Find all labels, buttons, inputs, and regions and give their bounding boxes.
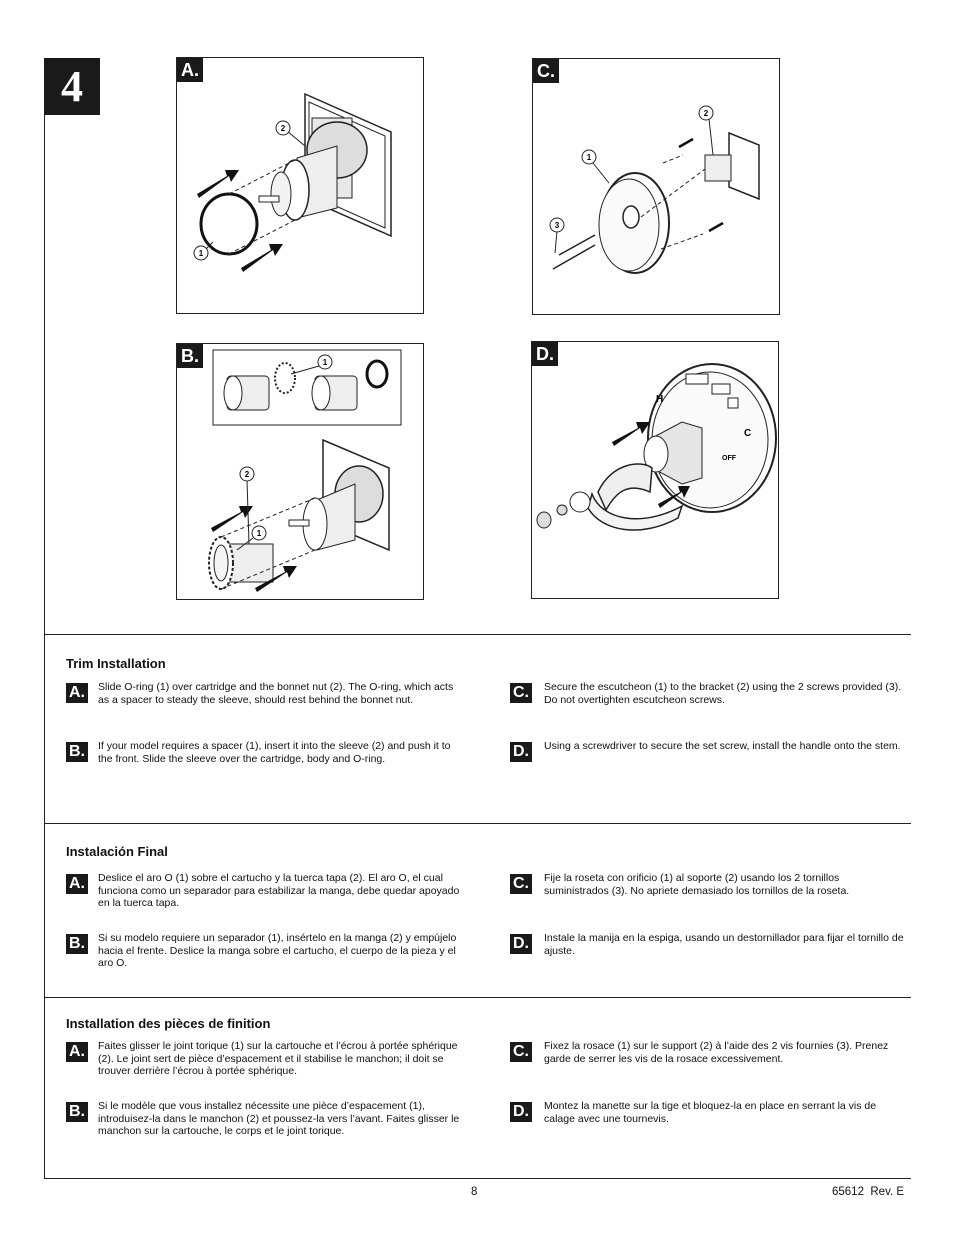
panel-a-callout-2 [276,121,305,146]
svg-text:1: 1 [322,358,328,367]
panel-c-callout-3 [550,218,564,253]
step-badge-es-d: D. [510,934,532,954]
section-divider-2 [44,823,911,824]
dial-hot-label: H [656,394,664,405]
section-divider-3 [44,997,911,998]
instruction-en-d: Using a screwdriver to secure the set screw, install the handle onto the stem. [544,740,901,752]
instruction-es-a: Deslice el aro O (1) sobre el cartucho y la tuerca tapa (2). El aro O, el cual funciona como un separador para estabilizar la manga, debe quedar apoyado en la tuerca tapa. [98,872,460,910]
svg-text:1: 1 [586,153,592,162]
panel-b-illustration [177,344,423,599]
panel-a [176,57,424,314]
panel-a-illustration [177,58,423,313]
panel-a-callout-1 [194,242,213,260]
panel-b-label: B. [177,344,203,368]
panel-c-callout-2 [699,106,713,155]
instruction-fr-a: Faites glisser le joint torique (1) sur la cartouche et l’écrou à portée sphérique (2). Le joint sert de pièce d’espacement et il stabilise le manchon; il doit se trouver derrière l’écrou à portée sphérique. [98,1040,458,1078]
section-divider-bottom [44,1178,911,1179]
panel-d [531,341,779,599]
svg-text:2: 2 [244,470,250,479]
instruction-fr-c: Fixez la rosace (1) sur le support (2) à l’aide des 2 vis fournies (3). Prenez garde de serrer les vis de la rosace excessivement. [544,1040,889,1065]
step-badge-en-a: A. [66,683,88,703]
step-number: 4 [61,62,83,111]
section-title-french: Installation des pièces de finition [66,1016,271,1031]
panel-d-label: D. [532,342,558,366]
panel-a-label: A. [177,58,203,82]
step-number-box [44,58,100,115]
instruction-en-b: If your model requires a spacer (1), insert it into the sleeve (2) and push it to the front. Slide the sleeve over the cartridge, body and O-ring. [98,740,451,765]
panel-c-label: C. [533,59,559,83]
instruction-en-a: Slide O-ring (1) over cartridge and the bonnet nut (2). The O-ring, which acts as a spacer to steady the sleeve, should rest behind the bonnet nut. [98,681,454,706]
left-margin-rule [44,58,45,1178]
panel-c-illustration [533,59,779,314]
instruction-fr-b: Si le modèle que vous installez nécessite une pièce d’espacement (1), introduisez-la dans le manchon (2) et poussez-la vers l’avant. Faites glisser le manchon sur la cartouche, le corps et le joint torique. [98,1100,460,1138]
svg-text:2: 2 [703,109,709,118]
panel-c [532,58,780,315]
step-badge-es-a: A. [66,874,88,894]
step-badge-fr-c: C. [510,1042,532,1062]
document-id: 65612 Rev. E [832,1186,905,1198]
dial-cold-label: C [744,428,752,439]
panel-d-illustration [532,342,778,598]
instruction-es-c: Fije la roseta con orificio (1) al soporte (2) usando los 2 tornillos suministrados (3). No apriete demasiado los tornillos de la roseta. [544,872,850,897]
panel-c-callout-1 [582,150,609,183]
section-title-english: Trim Installation [66,656,166,671]
section-divider-1 [44,634,911,635]
panel-b [176,343,424,600]
svg-text:1: 1 [256,529,262,538]
step-badge-es-b: B. [66,934,88,954]
instruction-es-d: Instale la manija en la espiga, usando un destornillador para fijar el tornillo de ajuste. [544,932,904,957]
step-badge-fr-d: D. [510,1102,532,1122]
svg-text:1: 1 [198,249,204,258]
step-badge-en-b: B. [66,742,88,762]
step-badge-es-c: C. [510,874,532,894]
step-badge-en-d: D. [510,742,532,762]
step-badge-fr-b: B. [66,1102,88,1122]
svg-text:3: 3 [554,221,560,230]
svg-text:2: 2 [280,124,286,133]
instruction-fr-d: Montez la manette sur la tige et bloquez-la en place en serrant la vis de calage avec une tournevis. [544,1100,877,1125]
section-title-spanish: Instalación Final [66,844,168,859]
step-badge-en-c: C. [510,683,532,703]
instruction-en-c: Secure the escutcheon (1) to the bracket (2) using the 2 screws provided (3). Do not overtighten escutcheon screws. [544,681,902,706]
instruction-es-b: Si su modelo requiere un separador (1), insértelo en la manga (2) y empújelo hacia el frente. Deslice la manga sobre el cartucho, el cuerpo de la pieza y el aro O. [98,932,457,970]
dial-off-label: OFF [722,455,736,462]
page-number: 8 [471,1186,478,1198]
step-badge-fr-a: A. [66,1042,88,1062]
